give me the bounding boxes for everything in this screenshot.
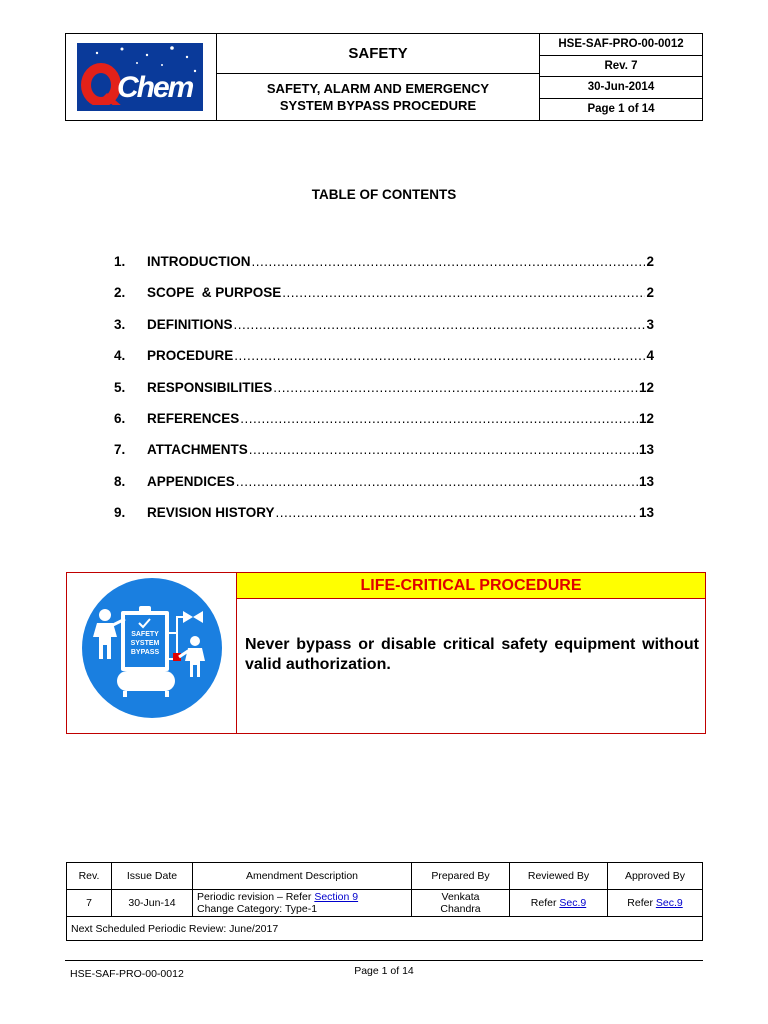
toc-item-page: 3 [646, 316, 654, 332]
toc-item-attachments[interactable] [114, 442, 654, 473]
toc-leader [249, 442, 638, 457]
toc-item-label: REVISION HISTORY [147, 505, 275, 521]
logo-cell [66, 34, 217, 120]
preparer-first: Venkata [441, 891, 480, 903]
rev-cell: 7 [67, 890, 112, 917]
toc-item-page: 13 [638, 473, 654, 489]
toc-leader [236, 474, 638, 489]
col-amendment-description: Amendment Description [193, 863, 412, 890]
toc-item-appendices[interactable] [114, 474, 654, 505]
toc-item-introduction[interactable] [114, 254, 654, 285]
approved-by-cell [608, 890, 703, 917]
title-cell [217, 34, 540, 120]
toc-item-label: SCOPE & PURPOSE [147, 285, 282, 301]
revision-table-header [67, 863, 703, 890]
toc-leader [234, 348, 645, 363]
qchem-logo [77, 43, 203, 111]
doc-date: 30-Jun-2014 [540, 77, 702, 99]
toc-item-number: 8. [114, 473, 126, 489]
toc-item-definitions[interactable] [114, 317, 654, 348]
svg-text:Chem: Chem [117, 71, 193, 104]
toc-item-references[interactable] [114, 411, 654, 442]
footer-page-number: Page 1 of 14 [354, 965, 414, 977]
toc-item-label: RESPONSIBILITIES [147, 379, 273, 395]
toc-leader [282, 285, 645, 300]
description-cell [193, 890, 412, 917]
col-rev: Rev. [67, 863, 112, 890]
next-review-row [67, 917, 703, 941]
toc-item-label: APPENDICES [147, 473, 235, 489]
life-critical-heading: LIFE-CRITICAL PROCEDURE [237, 573, 705, 599]
toc-leader [276, 505, 638, 520]
toc-item-label: ATTACHMENTS [147, 442, 248, 458]
footer-rule [65, 960, 703, 961]
toc-item-number: 1. [114, 254, 126, 269]
life-critical-message: Never bypass or disable critical safety equipment without valid authorization. [245, 636, 699, 673]
toc-item-label: PROCEDURE [147, 348, 234, 364]
reviewed-by-cell [510, 890, 608, 917]
toc-item-number: 6. [114, 410, 126, 426]
doc-page: Page 1 of 14 [587, 103, 655, 116]
revision-table [66, 862, 703, 941]
toc-item-number: 7. [114, 442, 126, 458]
doc-subtitle [217, 74, 539, 120]
toc-leader [252, 254, 646, 269]
footer-doc-number: HSE-SAF-PRO-00-0012 [70, 968, 184, 980]
toc-item-responsibilities[interactable] [114, 380, 654, 411]
toc-item-number: 2. [114, 285, 126, 301]
toc-item-page: 12 [638, 410, 654, 426]
doc-subtitle-line2: SYSTEM BYPASS PROCEDURE [279, 98, 477, 113]
toc-title: TABLE OF CONTENTS [311, 187, 457, 202]
toc-item-page: 13 [638, 505, 654, 521]
toc-leader [240, 411, 638, 426]
approved-sec9-link[interactable]: Sec.9 [655, 897, 683, 909]
col-prepared-by: Prepared By [412, 863, 510, 890]
sign-line-safety: SAFETY [131, 631, 159, 638]
toc-item-page: 12 [638, 379, 654, 395]
toc-item-page: 2 [646, 285, 654, 301]
safety-bypass-pictogram [67, 573, 237, 733]
toc-item-number: 4. [114, 348, 126, 364]
sign-line-bypass: BYPASS [130, 649, 160, 656]
toc-item-label: INTRODUCTION [147, 254, 251, 269]
doc-revision: Rev. 7 [540, 56, 702, 78]
table-row [67, 890, 703, 917]
change-category: Change Category: Type-1 [197, 903, 318, 915]
toc-item-label: REFERENCES [147, 410, 240, 426]
toc-leader [273, 380, 638, 395]
doc-title: SAFETY [217, 34, 539, 74]
col-approved-by: Approved By [608, 863, 703, 890]
section-9-link[interactable]: Section 9 [314, 891, 359, 903]
toc-item-revision-history[interactable] [114, 505, 654, 536]
toc-leader [234, 317, 646, 332]
table-of-contents [114, 254, 654, 537]
col-reviewed-by: Reviewed By [510, 863, 608, 890]
toc-item-number: 3. [114, 316, 126, 332]
next-review-text: Next Scheduled Periodic Review: June/2017 [67, 917, 703, 941]
date-cell: 30-Jun-14 [112, 890, 193, 917]
doc-number: HSE-SAF-PRO-00-0012 [540, 34, 702, 56]
prepared-by-cell [412, 890, 510, 917]
doc-meta-cell [540, 34, 702, 120]
toc-item-label: DEFINITIONS [147, 316, 233, 332]
reviewed-sec9-link[interactable]: Sec.9 [559, 897, 587, 909]
sign-line-system: SYSTEM [130, 640, 160, 647]
col-issue-date: Issue Date [112, 863, 193, 890]
doc-subtitle-line1: SAFETY, ALARM AND EMERGENCY [266, 81, 490, 96]
safety-bypass-pictogram-cell [67, 573, 237, 733]
life-critical-box [66, 572, 706, 734]
toc-item-page: 2 [646, 254, 654, 269]
toc-item-number: 5. [114, 379, 126, 395]
description-prefix: Periodic revision – Refer [197, 891, 315, 903]
preparer-last: Chandra [440, 903, 481, 915]
toc-item-page: 13 [638, 442, 654, 458]
toc-item-number: 9. [114, 505, 126, 521]
reviewed-prefix: Refer [530, 897, 560, 909]
qchem-logo-graphic [77, 43, 203, 111]
toc-item-procedure[interactable] [114, 348, 654, 379]
document-header [65, 33, 703, 121]
toc-item-scope-purpose[interactable] [114, 285, 654, 316]
toc-item-page: 4 [646, 348, 654, 364]
approved-prefix: Refer [627, 897, 656, 909]
